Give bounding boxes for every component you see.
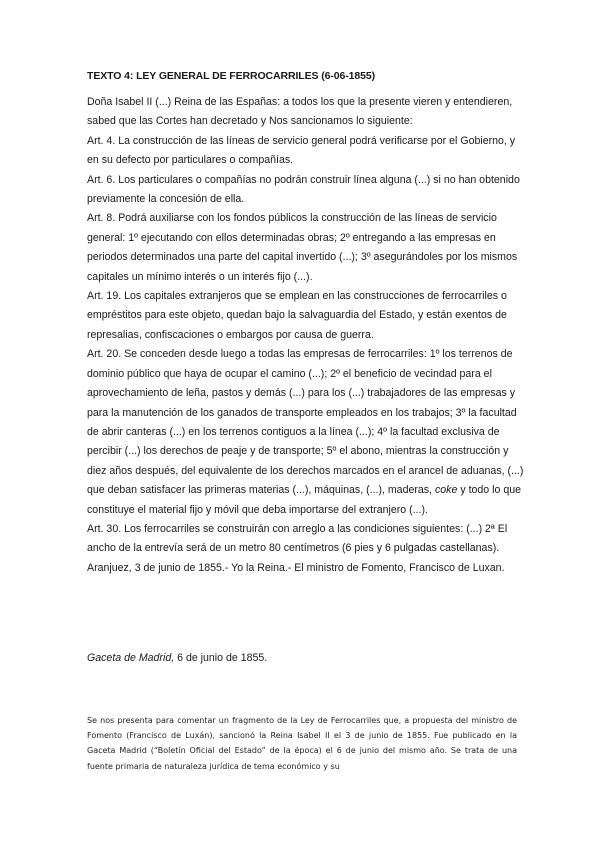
commentary-paragraph: Se nos presenta para comentar un fragmento de la Ley de Ferrocarriles que, a propuesta del ministro de Fomento (Francisco de Luxán), sancionó la Reina Isabel II el 3 de junio de 1855. Fue publicado en la Gaceta Madrid (“Boletín Oficial del Estado” de la época) el 6 de junio del mismo año. Se trata de una fuente primaria de naturaleza jurídica de tema económico y su — [87, 716, 517, 771]
source-citation — [87, 652, 527, 664]
coke-word: coke — [434, 484, 458, 497]
article-20 — [87, 345, 527, 520]
article-8: Art. 8. Podrá auxiliarse con los fondos públicos la construcción de las líneas de servicio general: 1º ejecutando con ellos determinadas obras; 2º entregando a las empresas en periodos determinados una parte del capital invertido (...); 3º asegurándoles por los mismos capitales un mínimo interés o un interés fijo (...). — [87, 212, 518, 283]
document-title: TEXTO 4: LEY GENERAL DE FERROCARRILES (6-06-1855) — [87, 70, 375, 82]
article-30: Art. 30. Los ferrocarriles se construirán con arreglo a las condiciones siguientes: (...) 2ª El ancho de la entrevía será de un metro 80 centímetros (6 pies y 6 pulgadas castellanas). — [87, 522, 508, 555]
article-4: Art. 4. La construcción de las líneas de servicio general podrá verificarse por el Gobierno, y en su defecto por particulares o compañías. — [87, 134, 516, 167]
source-date: 6 de junio de 1855. — [177, 652, 268, 664]
article-6: Art. 6. Los particulares o compañías no podrán construir línea alguna (...) si no han obtenido previamente la concesión de ella. — [87, 173, 520, 206]
article-20-main: Art. 20. Se conceden desde luego a todas las empresas de ferrocarriles: 1º los terrenos de dominio público que haya de ocupar el camino (...); 2º el beneficio de vecindad para el aprovechamiento de leña, pastos y demás (...) para los (...) trabajadores de las empresas y para la manutención de los ganados de transporte empleados en los trabajos; 3º la facultad de abrir canteras (...) en los terrenos contiguos a la línea (...); 4º la facultad exclusiva de percibir (...) los derechos de peaje y de transporte; 5º el abono, mientras la construcción y diez años después, del equivalente de los derechos marcados en el arancel de aduanas, (...) que deban satisfacer las primeras materias (...), máquinas, (...), maderas, — [87, 348, 524, 497]
source-name: Gaceta de Madrid, — [87, 652, 175, 664]
article-19: Art. 19. Los capitales extranjeros que se emplean en las construcciones de ferrocarriles o empréstitos para este objeto, quedan bajo la salvaguardia del Estado, y están exentos de represalias, confiscaciones o embargos por causa de guerra. — [87, 290, 507, 341]
preamble-paragraph: Doña Isabel II (...) Reina de las Españas: a todos los que la presente vieren y entendieren, sabed que las Cortes han decretado y Nos sancionamos lo siguiente: — [87, 96, 513, 128]
law-text — [87, 93, 527, 578]
signature-line: Aranjuez, 3 de junio de 1855.- Yo la Reina.- El ministro de Fomento, Francisco de Luxan. — [87, 561, 505, 574]
article-20-tail: y todo lo que constituye el material fijo y móvil que deba importarse del extranjero (...). — [87, 484, 521, 516]
